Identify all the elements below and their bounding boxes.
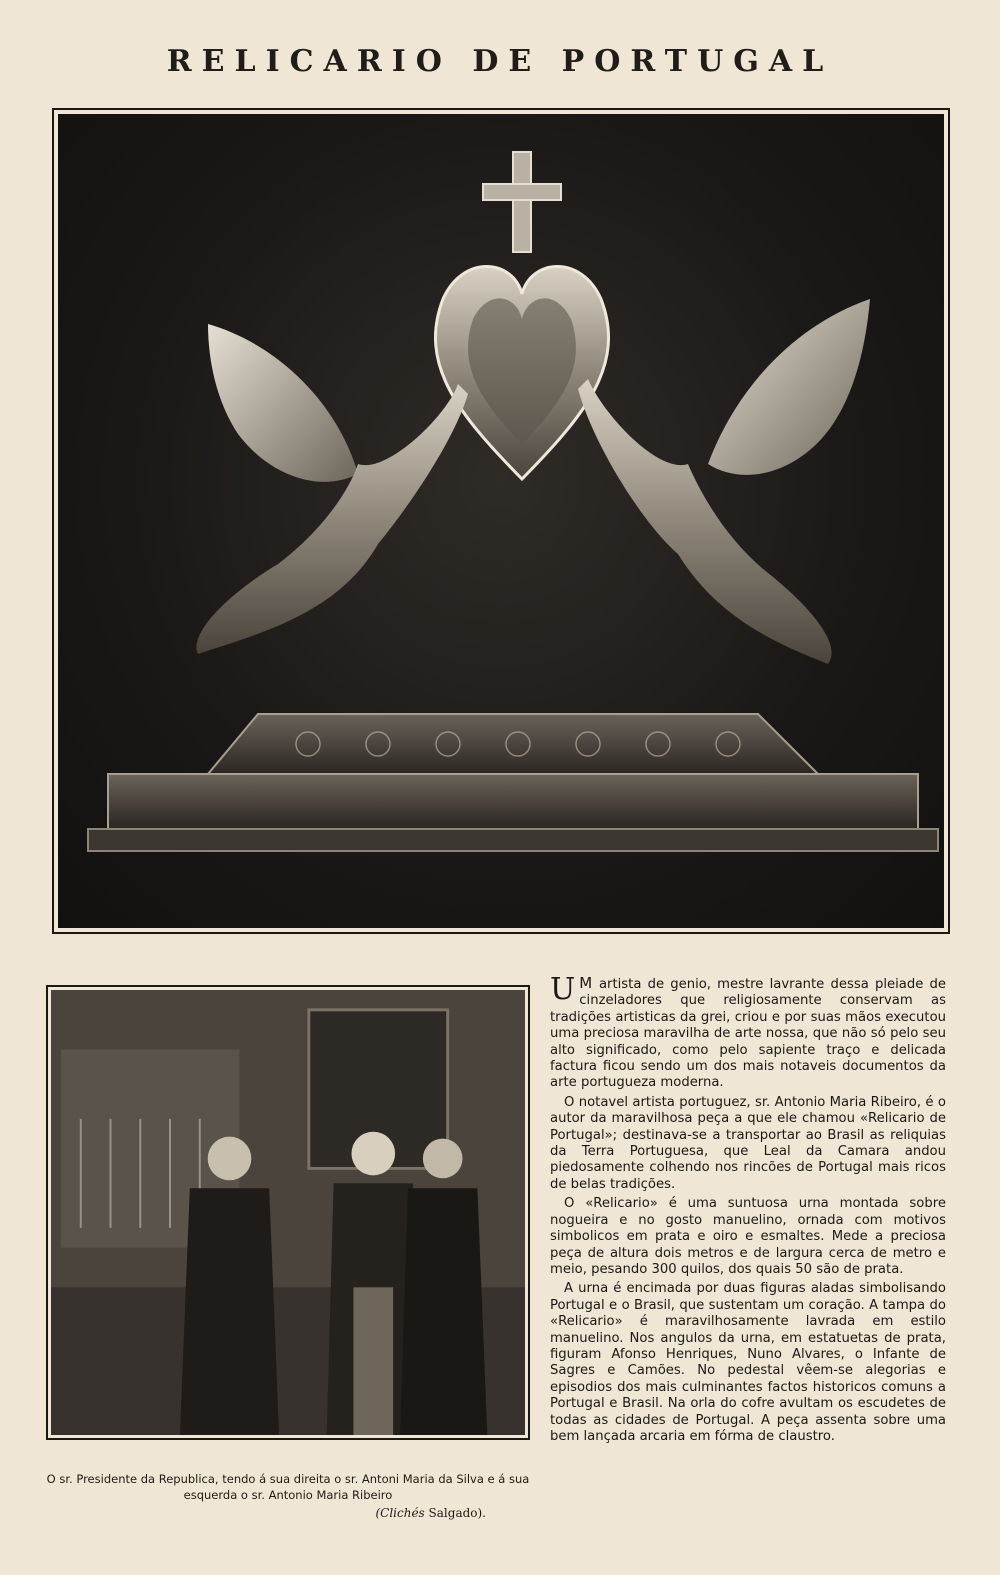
credit-name: Salgado).: [428, 1506, 486, 1520]
reliquary-illustration: [58, 114, 944, 928]
photo-credit: [46, 1506, 486, 1520]
credit-label: (Clichés: [375, 1506, 425, 1520]
main-photo-frame: [52, 108, 950, 934]
secondary-photo-frame: [46, 985, 530, 1440]
reliquary-photo: [58, 114, 944, 928]
left-wing: [208, 324, 358, 482]
page-title: RELICARIO DE PORTUGAL: [166, 44, 834, 79]
reliquary-pedestal: [108, 774, 918, 829]
photo-caption: O sr. Presidente da Republica, tendo á sua direita o sr. Antoni Maria da Silva e á sua esquerda o sr. Antonio Maria Ribeiro: [46, 1472, 530, 1502]
article-body: [550, 972, 946, 1448]
first-word-rest: M: [579, 974, 593, 992]
right-wing: [708, 299, 870, 475]
reliquary-lid: [208, 714, 818, 774]
drop-cap: U: [550, 972, 576, 1007]
article-paragraph-1: [550, 972, 946, 1092]
article-paragraph-4: A urna é encimada por duas figuras aladas simbolisando Portugal e o Brasil, que sustentam um coração. A tampa do «Relicario» é maravilhosamente lavrada em estilo manuelino. Nos angulos da urna, em estatuetas de prata, figuram Afonso Henriques, Nuno Alvares, o Infante de Sagres e Camões. No pedestal vêem-se alegorias e episodios dos mais culminantes factos historicos comuns a Portugal e Brasil. Na orla do cofre avultam os escudetes de todas as cidades de Portugal. A peça assenta sobre uma bem lançada arcaria em fórma de claustro.: [550, 1281, 946, 1444]
officials-illustration: [51, 990, 525, 1435]
paragraph-1-text: artista de genio, mestre lavrante dessa pleiade de cinzeladores que religiosamente conservam as tradições artisticas da grei, criou e por suas mãos executou uma preciosa maravilha de arte nossa, que não só pelo seu alto significado, como pelo sapiente traço e delicada factura ficou sendo um dos mais notaveis documentos da arte portugueza moderna.: [550, 977, 946, 1091]
cross-ornament: [483, 152, 561, 252]
article-paragraph-3: O «Relicario» é uma suntuosa urna montada sobre nogueira e no gosto manuelino, ornada com motivos simbolicos em prata e oiro e esmaltes. Mede a preciosa peça de altura dois metros e de largura cerca de metro e meio, pesando 300 quilos, dos quais 50 são de prata.: [550, 1196, 946, 1277]
officials-photo: [51, 990, 525, 1435]
article-paragraph-2: O notavel artista portuguez, sr. Antonio Maria Ribeiro, é o autor da maravilhosa peça a que ele chamou «Relicario de Portugal»; destinava-se a transportar ao Brasil as reliquias da Terra Portuguesa, que Leal da Camara andou piedosamente colhendo nos rincões de Portugal mais ricos de belas tradições.: [550, 1094, 946, 1192]
